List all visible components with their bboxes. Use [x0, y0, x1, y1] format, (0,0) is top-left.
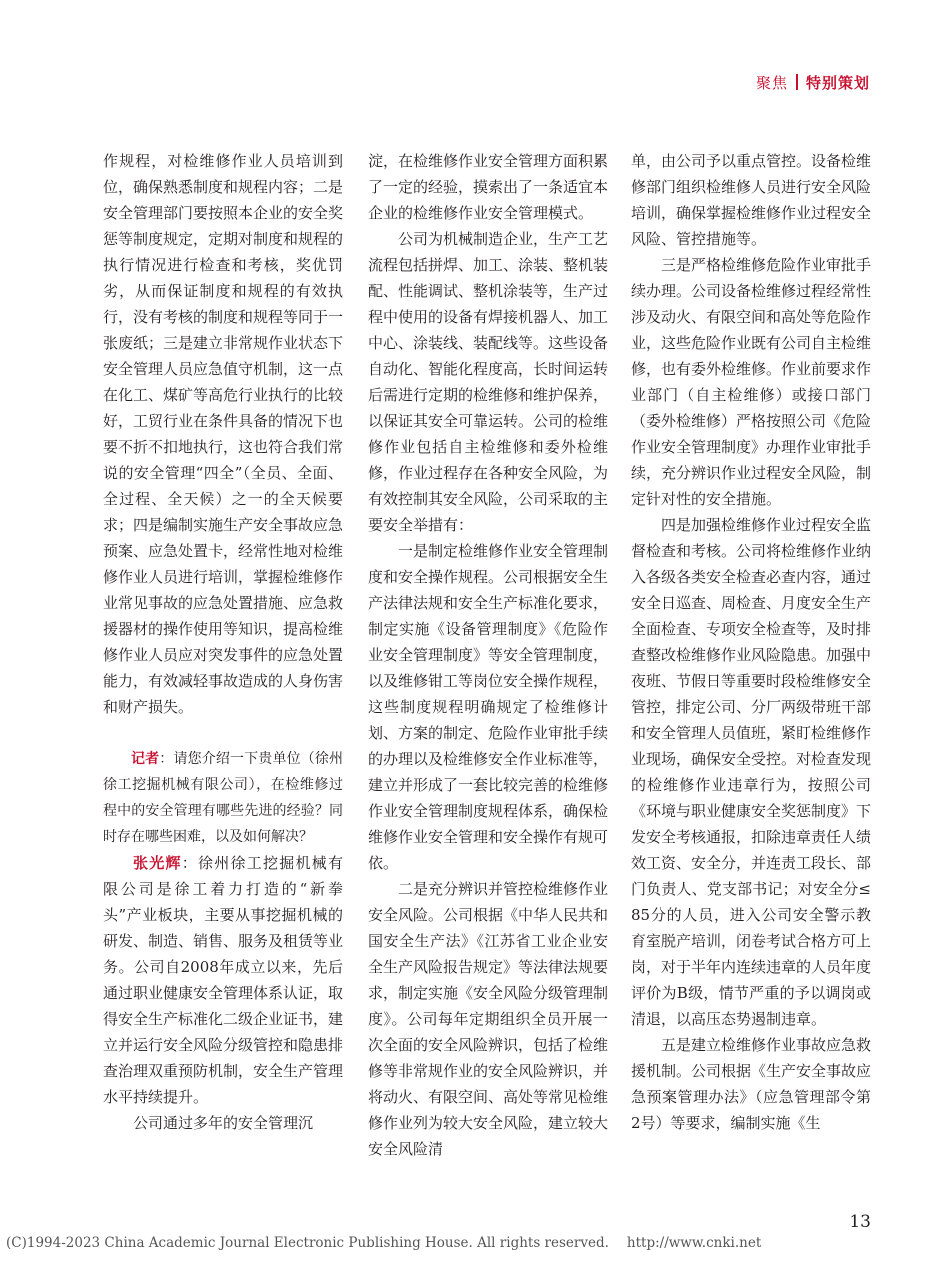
- paragraph: 公司通过多年的安全管理沉: [133, 1114, 314, 1132]
- paragraph: 五是建立检维修作业事故应急救援机制。公司根据《生产安全事故应急预案管理办法》（应急管理部令第2号）等要求，编制实施《生: [631, 1036, 872, 1132]
- interview-question: [103, 746, 343, 850]
- interviewee-label: 张光辉: [133, 854, 182, 872]
- answer-text: ：徐州徐工挖掘机械有限公司是徐工着力打造的“新拳头”产业板块，主要从事挖掘机械的研发、制造、销售、服务及租赁等业务。公司自2008年成立以来，先后通过职业健康安全管理体系认证，取得安全生产标准化二级企业证书，建立并运行安全风险分级管控和隐患排查治理双重预防机制，安全生产管理水平持续提升。: [103, 854, 344, 1106]
- paragraph: 四是加强检维修作业过程安全监督检查和考核。公司将检维修作业纳入各级各类安全检查必查内容，通过安全日巡查、周检查、月度安全生产全面检查、专项安全检查等，及时排查整改检维修作业风险隐患。加强中夜班、节假日等重要时段检维修安全管控，排定公司、分厂两级带班干部和安全管理人员值班，紧盯检维修作业现场，确保安全受控。对检查发现的检维修作业违章行为，按照公司《环境与职业健康安全奖惩制度》下发安全考核通报，扣除违章责任人绩效工资、安全分，并连责工段长、部门负责人、党支部书记；对安全分≤ 85分的人员，进入公司安全警示教育室脱产培训，闭卷考试合格方可上岗，对于半年内连续违章的人员年度评价为B级，情节严重的予以调岗或清退，以高压态势遏制违章。: [631, 516, 872, 1028]
- paragraph: 淀，在检维修作业安全管理方面积累了一定的经验，摸索出了一条适宜本企业的检维修作业安全管理模式。: [368, 152, 609, 222]
- copyright-text: (C)1994-2023 China Academic Journal Electronic Publishing House. All rights reserved.: [6, 1235, 609, 1251]
- text-column-left: [103, 148, 343, 1136]
- paragraph: 单，由公司予以重点管控。设备检维修部门组织检维修人员进行安全风险培训，确保掌握检维修作业过程安全风险、管控措施等。: [631, 152, 872, 248]
- header-section-name: 特别策划: [805, 74, 870, 92]
- paragraph: 三是严格检维修危险作业审批手续办理。公司设备检维修过程经常性涉及动火、有限空间和高处等危险作业，这些危险作业既有公司自主检维修，也有委外检维修。作业前要求作业部门（自主检维修）或接口部门（委外检维修）严格按照公司《危险作业安全管理制度》办理作业审批手续，充分辨识作业过程安全风险，制定针对性的安全措施。: [631, 256, 872, 508]
- text-column-right: [631, 148, 871, 1136]
- header-divider: [796, 74, 798, 90]
- paragraph: 公司为机械制造企业，生产工艺流程包括拼焊、加工、涂装、整机装配、性能调试、整机涂装等，生产过程中使用的设备有焊接机器人、加工中心、涂装线、装配线等。这些设备自动化、智能化程度高，长时间运转后需进行定期的检维修和维护保养，以保证其安全可靠运转。公司的检维修作业包括自主检维修和委外检维修，作业过程存在各种安全风险，为有效控制其安全风险，公司采取的主要安全举措有：: [368, 230, 609, 534]
- question-text: ：请您介绍一下贵单位（徐州徐工挖掘机械有限公司），在检维修过程中的安全管理有哪些先进的经验？同时存在哪些困难，以及如何解决？: [103, 751, 344, 845]
- interview-answer: [103, 850, 343, 1110]
- copyright-footer: [6, 1235, 944, 1251]
- page-number: 13: [849, 1212, 871, 1232]
- header-column-name: 聚焦: [755, 74, 788, 92]
- text-column-middle: [368, 148, 608, 1162]
- paragraph: 作规程，对检维修作业人员培训到位，确保熟悉制度和规程内容；二是安全管理部门要按照本企业的安全奖惩等制度规定，定期对制度和规程的执行情况进行检查和考核，奖优罚劣，从而保证制度和规程的有效执行，没有考核的制度和规程等同于一张废纸；三是建立非常规作业状态下安全管理人员应急值守机制，这一点在化工、煤矿等高危行业执行的比较好，工贸行业在条件具备的情况下也要不折不扣地执行，这也符合我们常说的安全管理“四全”（全员、全面、全过程、全天候）之一的全天候要求；四是编制实施生产安全事故应急预案、应急处置卡，经常性地对检维修作业人员进行培训，掌握检维修作业常见事故的应急处置措施、应急救援器材的操作使用等知识，提高检维修作业人员应对突发事件的应急处置能力，有效减轻事故造成的人身伤害和财产损失。: [103, 152, 344, 716]
- running-header: [756, 72, 870, 93]
- paragraph: 一是制定检维修作业安全管理制度和安全操作规程。公司根据安全生产法律法规和安全生产标准化要求，制定实施《设备管理制度》《危险作业安全管理制度》等安全管理制度，以及维修钳工等岗位安全操作规程，这些制度规程明确规定了检维修计划、方案的制定、危险作业审批手续的办理以及检维修安全作业标准等，建立并形成了一套比较完善的检维修作业安全管理制度规程体系，确保检维修作业安全管理和安全操作有规可依。: [368, 542, 609, 872]
- interviewer-label: 记者: [131, 751, 160, 767]
- footer-url: http://www.cnki.net: [626, 1235, 762, 1251]
- paragraph: 二是充分辨识并管控检维修作业安全风险。公司根据《中华人民共和国安全生产法》《江苏省工业企业安全生产风险报告规定》等法律法规要求，制定实施《安全风险分级管理制度》。公司每年定期组织全员开展一次全面的安全风险辨识，包括了检维修等非常规作业的安全风险辨识，并将动火、有限空间、高处等常见检维修作业列为较大安全风险，建立较大安全风险清: [368, 880, 609, 1158]
